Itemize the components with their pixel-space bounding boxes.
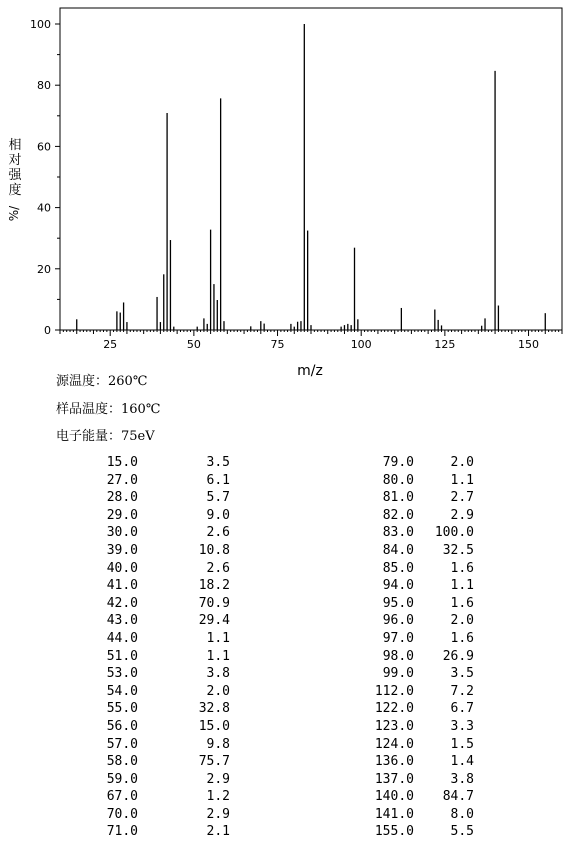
mz-left-cell: 71.0	[106, 824, 138, 840]
mz-left-cell: 15.0	[106, 455, 138, 470]
table-row	[60, 754, 530, 772]
mz-right-cell: 136.0	[374, 754, 414, 770]
intensity-left-cell: 70.9	[198, 595, 230, 611]
intensity-left-cell: 9.0	[206, 507, 230, 523]
intensity-left-cell: 2.6	[206, 525, 230, 541]
mz-right-cell: 112.0	[374, 683, 414, 699]
intensity-right-cell: 1.1	[450, 472, 474, 488]
table-row	[60, 701, 530, 719]
mz-right-cell: 123.0	[374, 718, 414, 734]
x-tick-label: 75	[270, 338, 285, 351]
intensity-left-cell: 2.9	[206, 771, 230, 787]
mz-left-cell: 59.0	[106, 771, 138, 787]
y-tick-label: 40	[37, 201, 51, 215]
intensity-left-cell: 1.1	[206, 630, 230, 646]
plot-border	[60, 8, 562, 330]
table-row	[60, 684, 530, 702]
mz-right-cell: 140.0	[374, 789, 414, 805]
intensity-left-cell: 75.7	[198, 754, 230, 770]
intensity-left-cell: 2.6	[206, 560, 230, 576]
table-row	[60, 543, 530, 561]
table-row	[60, 613, 530, 631]
intensity-right-cell: 1.5	[450, 736, 474, 752]
mz-right-cell: 83.0	[382, 525, 414, 541]
intensity-right-cell: 1.6	[450, 630, 474, 646]
mz-right-cell: 122.0	[374, 701, 414, 717]
mz-right-cell: 96.0	[382, 613, 414, 629]
intensity-right-cell: 2.0	[450, 455, 474, 470]
x-tick-label: 50	[186, 338, 201, 351]
mz-left-cell: 54.0	[106, 683, 138, 699]
intensity-left-cell: 1.1	[206, 648, 230, 664]
y-axis-label-char-3: 强	[8, 168, 22, 183]
intensity-right-cell: 32.5	[442, 542, 474, 558]
table-row	[60, 473, 530, 491]
x-tick-label: 25	[103, 338, 118, 351]
intensity-right-cell: 6.7	[450, 701, 474, 717]
table-row	[60, 490, 530, 508]
y-axis-label-unit: %/	[7, 205, 22, 222]
table-row	[60, 649, 530, 667]
mz-right-cell: 81.0	[382, 490, 414, 506]
source-temperature: 源温度：260℃	[56, 374, 148, 389]
mz-right-cell: 98.0	[382, 648, 414, 664]
mz-right-cell: 84.0	[382, 542, 414, 558]
mz-right-cell: 80.0	[382, 472, 414, 488]
intensity-right-cell: 8.0	[450, 806, 474, 822]
x-axis-ticks	[60, 330, 562, 351]
x-tick-label: 150	[518, 338, 540, 351]
mz-left-cell: 70.0	[106, 806, 138, 822]
peak-table	[60, 455, 530, 842]
intensity-left-cell: 2.0	[206, 683, 230, 699]
intensity-right-cell: 3.3	[450, 718, 474, 734]
intensity-left-cell: 3.5	[206, 455, 230, 470]
x-tick-label: 100	[350, 338, 372, 351]
intensity-left-cell: 3.8	[206, 666, 230, 682]
intensity-right-cell: 3.8	[450, 771, 474, 787]
y-tick-label: 60	[37, 140, 51, 154]
intensity-right-cell: 26.9	[442, 648, 474, 664]
intensity-left-cell: 29.4	[198, 613, 230, 629]
y-tick-label: 20	[37, 262, 51, 276]
mz-left-cell: 55.0	[106, 701, 138, 717]
table-row	[60, 525, 530, 543]
mz-right-cell: 124.0	[374, 736, 414, 752]
intensity-right-cell: 2.9	[450, 507, 474, 523]
electron-energy: 电子能量：75eV	[56, 429, 155, 444]
intensity-left-cell: 18.2	[198, 578, 230, 594]
mz-left-cell: 53.0	[106, 666, 138, 682]
mz-left-cell: 57.0	[106, 736, 138, 752]
mz-left-cell: 39.0	[106, 542, 138, 558]
table-row	[60, 578, 530, 596]
mass-spectrum-chart	[0, 0, 570, 385]
table-row	[60, 631, 530, 649]
table-row	[60, 596, 530, 614]
y-axis-label-char-4: 度	[8, 183, 22, 198]
x-tick-label: 125	[434, 338, 456, 351]
intensity-left-cell: 32.8	[198, 701, 230, 717]
intensity-right-cell: 1.6	[450, 560, 474, 576]
mz-right-cell: 94.0	[382, 578, 414, 594]
intensity-left-cell: 2.1	[206, 824, 230, 840]
mz-left-cell: 30.0	[106, 525, 138, 541]
y-axis-label	[4, 138, 26, 221]
intensity-right-cell: 2.7	[450, 490, 474, 506]
intensity-left-cell: 10.8	[198, 542, 230, 558]
intensity-right-cell: 1.6	[450, 595, 474, 611]
intensity-left-cell: 15.0	[198, 718, 230, 734]
y-axis-label-char-2: 对	[8, 153, 22, 168]
table-row	[60, 807, 530, 825]
mz-left-cell: 58.0	[106, 754, 138, 770]
intensity-left-cell: 9.8	[206, 736, 230, 752]
plot-frame	[60, 8, 562, 330]
mz-left-cell: 28.0	[106, 490, 138, 506]
intensity-right-cell: 3.5	[450, 666, 474, 682]
mz-right-cell: 79.0	[382, 455, 414, 470]
mz-right-cell: 82.0	[382, 507, 414, 523]
mz-right-cell: 141.0	[374, 806, 414, 822]
table-row	[60, 666, 530, 684]
mz-left-cell: 56.0	[106, 718, 138, 734]
sample-temperature: 样品温度：160℃	[56, 402, 161, 417]
intensity-right-cell: 2.0	[450, 613, 474, 629]
mz-right-cell: 137.0	[374, 771, 414, 787]
table-row	[60, 508, 530, 526]
y-tick-label: 0	[44, 324, 51, 337]
mz-left-cell: 40.0	[106, 560, 138, 576]
intensity-left-cell: 1.2	[206, 789, 230, 805]
mz-right-cell: 95.0	[382, 595, 414, 611]
table-row	[60, 824, 530, 842]
mz-left-cell: 42.0	[106, 595, 138, 611]
table-row	[60, 455, 530, 473]
mz-left-cell: 29.0	[106, 507, 138, 523]
intensity-right-cell: 1.4	[450, 754, 474, 770]
table-row	[60, 789, 530, 807]
mz-right-cell: 155.0	[374, 824, 414, 840]
intensity-right-cell: 84.7	[442, 789, 474, 805]
y-tick-label: 80	[37, 79, 51, 93]
y-axis-label-char-1: 相	[8, 138, 22, 153]
intensity-left-cell: 6.1	[206, 472, 230, 488]
y-axis-ticks	[30, 18, 60, 337]
mz-left-cell: 43.0	[106, 613, 138, 629]
table-row	[60, 772, 530, 790]
spectrum-peaks	[77, 24, 546, 330]
table-row	[60, 737, 530, 755]
intensity-right-cell: 100.0	[434, 525, 474, 541]
mz-left-cell: 51.0	[106, 648, 138, 664]
mz-left-cell: 67.0	[106, 789, 138, 805]
intensity-right-cell: 7.2	[450, 683, 474, 699]
intensity-left-cell: 2.9	[206, 806, 230, 822]
intensity-left-cell: 5.7	[206, 490, 230, 506]
intensity-right-cell: 1.1	[450, 578, 474, 594]
mz-left-cell: 44.0	[106, 630, 138, 646]
y-tick-label: 100	[30, 18, 51, 31]
intensity-right-cell: 5.5	[450, 824, 474, 840]
mz-left-cell: 27.0	[106, 472, 138, 488]
mz-left-cell: 41.0	[106, 578, 138, 594]
x-axis-label: m/z	[297, 363, 323, 379]
mz-right-cell: 85.0	[382, 560, 414, 576]
mz-right-cell: 99.0	[382, 666, 414, 682]
mz-right-cell: 97.0	[382, 630, 414, 646]
table-row	[60, 561, 530, 579]
table-row	[60, 719, 530, 737]
